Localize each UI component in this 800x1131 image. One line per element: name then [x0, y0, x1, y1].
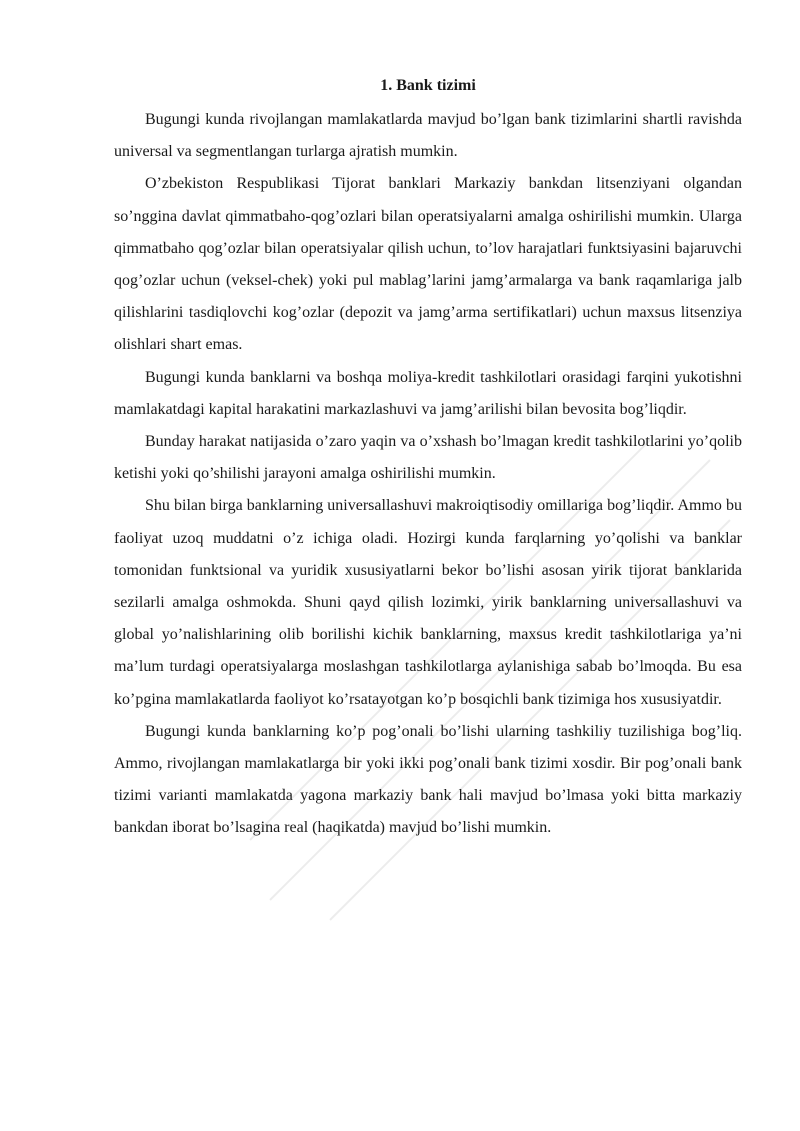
paragraph-4: Bunday harakat natijasida o’zaro yaqin va o’xshash bo’lmagan kredit tashkilotlarini yo’qolib ketishi yoki qo’shilishi jarayoni amalga oshirilishi mumkin. — [114, 433, 742, 483]
paragraph-2: O’zbekiston Respublikasi Tijorat banklari Markaziy bankdan litsenziyani olgandan so’nggina davlat qimmatbaho-qog’ozlari bilan operatsiyalarni amalga oshirilishi mumkin. Ularga qimmatbaho qog’ozlar bilan operatsiyalar qilish uchun, to’lov harajatlari funktsiyasini bajaruvchi qog’ozlar uchun (veksel-chek) yoki pul mablag’larini jamg’armalarga va bank raqamlariga jalb qilishlarini tasdiqlovchi kog’ozlar (depozit va jamg’arma sertifikatlari) uchun maxsus litsenziya olishlari shart emas. — [114, 175, 742, 354]
paragraph-3: Bugungi kunda banklarni va boshqa moliya-kredit tashkilotlari orasidagi farqini yukotishni mamlakatdagi kapital harakatini markazlashuvi va jamg’arilishi bilan bevosita bog’liqdir. — [114, 368, 742, 418]
paragraph-5: Shu bilan birga banklarning universallashuvi makroiqtisodiy omillariga bog’liqdir. Ammo bu faoliyat uzoq muddatni o’z ichiga oladi. Hozirgi kunda farqlarning yo’qolishi va banklar tomonidan funktsional va yuridik xususiyatlarni bekor bo’lishi asosan yirik tijorat banklarida sezilarli amalga oshmokda. Shuni qayd qilish lozimki, yirik banklarning universallashuvi va global yo’nalishlarining olib borilishi kichik banklarning, maxsus kredit tashkilotlariga ya’ni ma’lum turdagi operatsiyalarga moslashgan tashkilotlarga aylanishiga sabab bo’lmoqda. Bu esa ko’pgina mamlakatlarda faoliyot ko’rsatayotgan ko’p bosqichli bank tizimiga hos xususiyatdir. — [114, 497, 742, 708]
document-body — [114, 70, 742, 845]
paragraph-6: Bugungi kunda banklarning ko’p pog’onali bo’lishi ularning tashkiliy tuzilishiga bog’liq. Ammo, rivojlangan mamlakatlarga bir yoki ikki pog’onali bank tizimi xosdir. Bir pog’onali bank tizimi varianti mamlakatda yagona markaziy bank hali mavjud bo’lmasa yoki bitta markaziy bankdan iborat bo’lsagina real (haqikatda) mavjud bo’lishi mumkin. — [114, 722, 742, 837]
paragraph-1: Bugungi kunda rivojlangan mamlakatlarda mavjud bo’lgan bank tizimlarini shartli ravishda universal va segmentlangan turlarga ajratish mumkin. — [114, 111, 742, 161]
section-heading: 1. Bank tizimi — [380, 77, 476, 94]
